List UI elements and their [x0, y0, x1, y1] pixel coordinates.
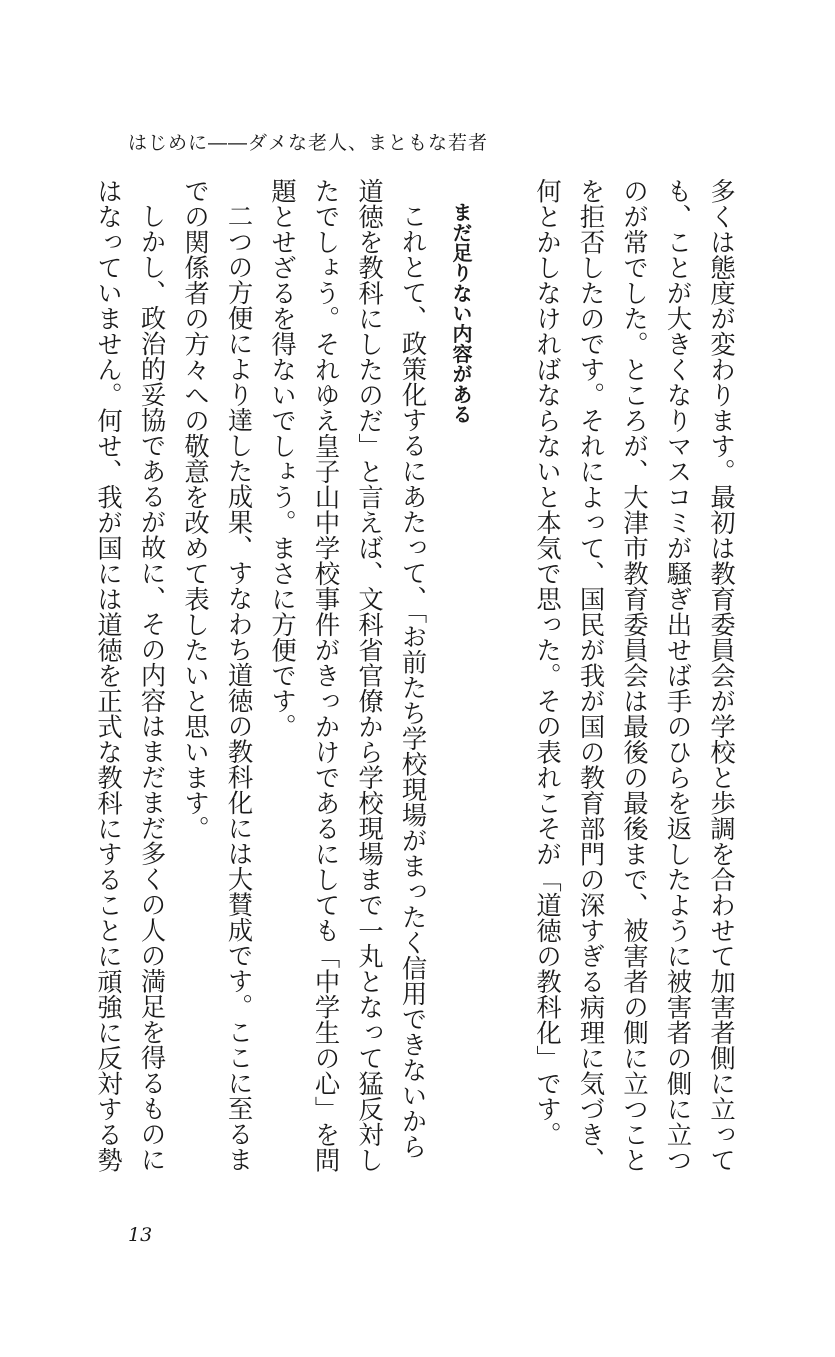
- section-heading: まだ足りない内容がある: [449, 202, 473, 425]
- body-line: 多くは態度が変わります。最初は教育委員会が学校と歩調を合わせて加害者側に立って: [707, 178, 736, 1173]
- vertical-text-body: [83, 178, 743, 1218]
- page-number: 13: [128, 1224, 153, 1246]
- body-line: も、ことが大きくなりマスコミが騒ぎ出せば手のひらを返したように被害者の側に立つ: [663, 178, 693, 1173]
- body-line: での関係者の方々への敬意を改めて表したいと思います。: [181, 178, 210, 841]
- body-line: を拒否したのです。それによって、国民が我が国の教育部門の深すぎる病理に気づき、: [576, 178, 606, 1173]
- body-line: 二つの方便により達した成果、すなわち道徳の教科化には大賛成です。ここに至るま: [224, 203, 254, 1173]
- body-line: 何とかしなければならないと本気で思った。その表れこそが「道徳の教科化」です。: [533, 178, 562, 1147]
- body-line: しかし、政治的妥協であるが故に、その内容はまだまだ多くの人の満足を得るものに: [137, 203, 167, 1173]
- running-header: はじめに――ダメな老人、まともな若者: [128, 132, 489, 154]
- body-line: はなっていません。何せ、我が国には道徳を正式な教科にすることに頑強に反対する勢: [94, 178, 123, 1173]
- body-line: 道徳を教科にしたのだ」と言えば、文科省官僚から学校現場まで一丸となって猛反対し: [355, 178, 384, 1173]
- body-line: たでしょう。それゆえ皇子山中学校事件がきっかけであるにしても「中学生の心」を問: [311, 178, 341, 1173]
- body-line: のが常でした。ところが、大津市教育委員会は最後の最後まで、被害者の側に立つこと: [620, 178, 649, 1173]
- section-spacer: [482, 178, 526, 1218]
- body-line: これとて、政策化するにあたって、「お前たち学校現場がまったく信用できないから: [398, 203, 428, 1160]
- body-line: 題とせざるを得ないでしょう。まさに方便です。: [268, 178, 297, 739]
